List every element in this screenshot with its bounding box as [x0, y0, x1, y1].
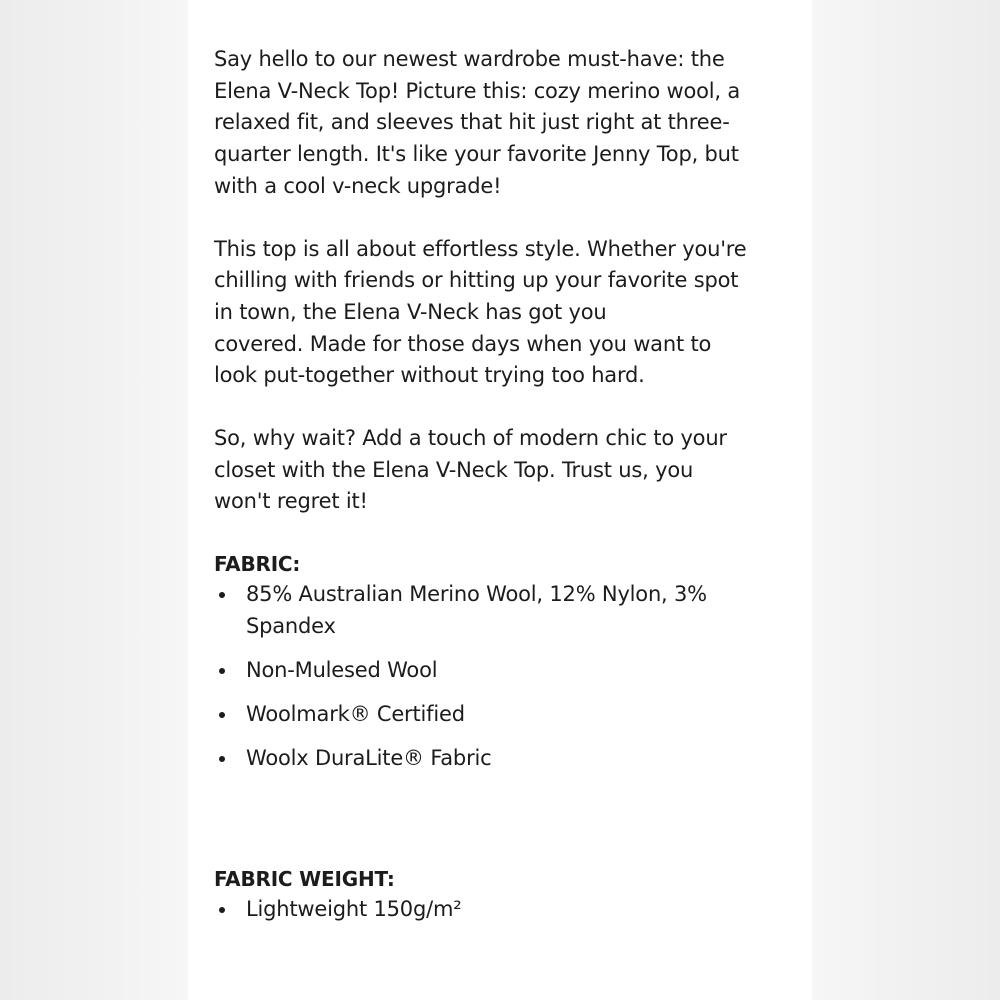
fabric-item-text: 85% Australian Merino Wool, 12% Nylon, 3% Spandex	[246, 582, 707, 638]
bullet-icon	[219, 592, 225, 598]
fabric-weight-item-text: Lightweight 150g/m²	[246, 897, 462, 922]
fabric-weight-heading: FABRIC WEIGHT:	[214, 867, 395, 892]
fabric-heading: FABRIC:	[214, 552, 301, 577]
fabric-item-text: Woolx DuraLite® Fabric	[246, 746, 492, 771]
fabric-list	[214, 579, 792, 775]
description-paragraph-3: So, why wait? Add a touch of modern chic to your closet with the Elena V-Neck Top. Trust us, you won't regret it!	[214, 426, 727, 514]
bullet-icon	[219, 756, 225, 762]
right-background	[812, 0, 1000, 1000]
fabric-weight-list	[214, 894, 792, 926]
product-description-panel[interactable]	[188, 0, 812, 1000]
description-paragraph-1: Say hello to our newest wardrobe must-have: the Elena V-Neck Top! Picture this: cozy merino wool, a relaxed fit, and sleeves that hit just right at three- quarter length. It's like your favorite Jenny Top, but with a cool v-neck upgrade!	[214, 47, 741, 198]
description-paragraph-2: This top is all about effortless style. Whether you're chilling with friends or hitting up your favorite spot in town, the Elena V-Neck has got you covered. Made for those days when you want to look put-together without trying too hard.	[214, 236, 747, 388]
fabric-item-text: Non-Mulesed Wool	[246, 658, 438, 683]
bullet-icon	[219, 907, 225, 913]
left-background	[0, 0, 188, 1000]
fabric-item-text: Woolmark® Certified	[246, 702, 465, 727]
list-item	[214, 894, 792, 926]
list-item	[214, 743, 792, 775]
list-item	[214, 699, 792, 731]
bullet-icon	[219, 668, 225, 674]
list-item	[214, 655, 792, 687]
bullet-icon	[219, 712, 225, 718]
list-item	[214, 579, 792, 642]
